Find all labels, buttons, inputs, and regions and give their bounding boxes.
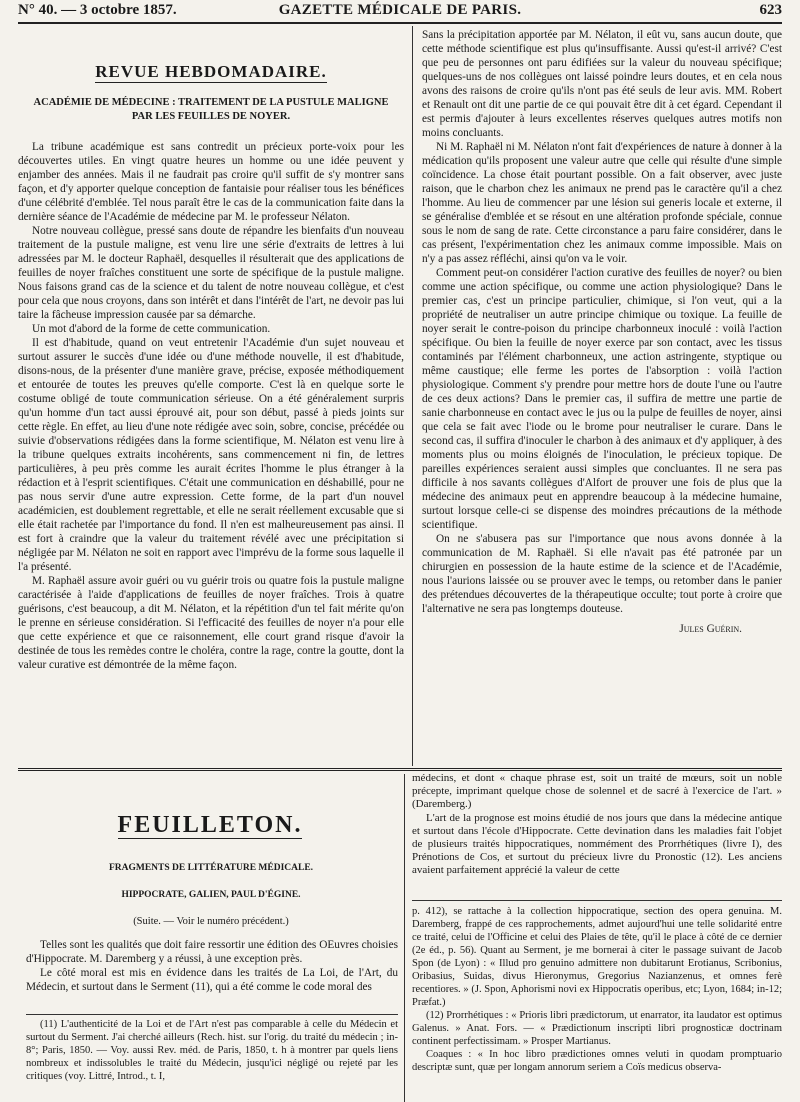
issue-number-date: N° 40. — 3 octobre 1857. — [18, 2, 177, 18]
paragraph: On ne s'abusera pas sur l'importance que nous avons donnée à la communication de M. Raphaël. Si elle n'avait pas été patronée par un chirurgien en possession de la haute estime de la science et de l'Académie, nous l'aurions laissée ou se prouver avec le temps, ou retomber dans le panier des prétendues découvertes de la thérapeutique occulte; tout porte à croire que l'alternative ne sera pas longtemps douteuse. — [422, 533, 782, 615]
footnote-text: Coaques : « In hoc libro prædictiones omnes veluti in quodam promptuario descriptæ sunt, quæ per longam annorum seriem a Coïs medicus observa- — [412, 1049, 782, 1073]
footnote-rule — [412, 900, 782, 901]
page-number: 623 — [759, 2, 782, 18]
footnote-text: (11) L'authenticité de la Loi et de l'Art n'est pas comparable à celle du Médecin et surtout du Serment. J'ai cherché ailleurs (Rech. hist. sur l'orig. du traité du médecin ; in-8°; Paris, 1850. — Voy. aussi Rev. méd. de Paris, 1850, t. h à montrer par quels liens nombreux et indissolubles le traité du Médecin, jusqu'ici négligé ou rejeté par les critiques (voy. Littré, Introd., t. I, — [26, 1019, 398, 1082]
article-heading: ACADÉMIE DE MÉDECINE : TRAITEMENT DE LA PUSTULE MALIGNE PAR LES FEUILLES DE NOYER. — [33, 97, 389, 122]
paragraph: médecins, et dont « chaque phrase est, soit un traité de mœurs, soit un noble précepte, imprimant quelque chose de solennel et de sacré à l'exercice de l'art. » (Daremberg.) — [412, 772, 782, 811]
footnote-text: (12) Prorrhétiques : « Prioris libri prædictorum, ut enarrator, ita laudator est optimus Galenus. » Anat. Fors. — « Prædictionum inscripti libri prognosticæ doctrinam continent perfectissimam. » Prosper Martianus. — [412, 1010, 782, 1047]
paragraph: Un mot d'abord de la forme de cette communication. — [32, 323, 271, 335]
paragraph: Ni M. Raphaël ni M. Nélaton n'ont fait d'expériences de nature à donner à la médication qu'ils proposent une valeur autre que celle qui résulte d'une simple coïncidence. La chose était pourtant possible. On a fait observer, avec juste raison, que le charbon chez les animaux ne prend pas le caractère qu'il a chez l'homme. Au lieu de commencer par une lésion sui generis locale et externe, il se généralise d'emblée et se résout en une altération profonde spéciale, connue sous le nom de sang de rate. Cette circonstance a paru faire considérer, dans le cas présent, l'expérimentation chez les animaux comme impossible. Mais on n'y a pas assez réfléchi, ainsi qu'on va le voir. — [422, 141, 782, 265]
section-title: REVUE HEBDOMADAIRE. — [95, 62, 327, 81]
paragraph: L'art de la prognose est moins étudié de nos jours que dans la médecine antique et surtout dans l'école d'Hippocrate. Cette devination dans les maladies fait l'objet de plusieurs traités hippocratiques, nommément des Prorrhétiques (livre I), des Prénotions de Cos, et surtout du précieux livre du Pronostic (12). Les anciens avaient parfaitement apprécié la valeur de cette — [412, 811, 782, 877]
paragraph: Sans la précipitation apportée par M. Nélaton, il eût vu, sans aucun doute, que cette méthode scientifique est plus qu'insuffisante. Aussi qu'est-il arrivé? C'est que peu de personnes ont paru édifiées sur la valeur du nouveau spécifique; quelques-uns de nos collègues ont laissé poindre leurs doutes, et en cela nous avons des raisons de croire qu'ils n'ont pas été seuls de leur avis. MM. Robert et Renault ont dit une partie de ce qui pouvait être dit à cet égard. Cependant il est permis d'ajouter à leurs excellentes réserves quelques autres motifs non moins concluants. — [422, 29, 782, 139]
page-header — [18, 2, 782, 22]
footnote — [26, 1018, 398, 1102]
journal-title: GAZETTE MÉDICALE DE PARIS. — [278, 2, 522, 18]
section-divider — [18, 768, 782, 771]
left-column-article — [18, 140, 404, 762]
feuilleton-column-divider — [404, 774, 405, 1102]
feuilleton-right-column — [412, 772, 782, 896]
column-divider — [412, 26, 413, 766]
footnote-continued — [412, 905, 782, 1102]
right-column-article — [422, 28, 782, 758]
paragraph: Telles sont les qualités que doit faire ressortir une édition des OEuvres choisies d'Hippocrate. M. Daremberg y a réussi, à une exception près. — [26, 939, 398, 965]
feuilleton-subtitle: FRAGMENTS DE LITTÉRATURE MÉDICALE. — [108, 863, 314, 873]
feuilleton-left-column — [26, 938, 398, 1008]
paragraph: M. Raphaël assure avoir guéri ou vu guérir trois ou quatre fois la pustule maligne caractérisée à l'aide d'applications de feuilles de noyer fraîches. Trois à quatre guérisons, c'est beaucoup, a dit M. Nélaton, et la répétition d'un tel fait mérite qu'on le prenne en sérieuse considération. Si l'efficacité des feuilles de noyer n'a pour elle que cette expérience et que ce raisonnement, elle court grand risque d'avoir la destinée de tous les remèdes contre le choléra, contre la rage, contre la goutte, dont la valeur curative est démontrée de la même façon. — [18, 575, 404, 671]
paragraph: Notre nouveau collègue, pressé sans doute de répandre les bienfaits d'un nouveau traitement de la pustule maligne, est venu lire une série d'extraits de lettres à lui adressées par M. le docteur Raphaël, desquelles il résulterait que des applications de feuilles de noyer fraîches constituent une sorte de spécifique de la pustule maligne. Nous faisons grand cas de la science et du talent de notre nouveau collègue, et c'est pour cela que nous croyons, dans son intérêt et dans l'intérêt de l'art, ne devoir pas lui taire la fâcheuse impression causée par sa démarche. — [18, 225, 404, 321]
feuilleton-title: FEUILLETON. — [117, 812, 303, 838]
footnote-rule — [26, 1014, 398, 1015]
author-signature: Jules Guérin. — [679, 623, 742, 635]
paragraph: La tribune académique est sans contredit un précieux porte-voix pour les découvertes utiles. En vingt quatre heures un homme ou une idée peuvent y enjamber des années. Mais il ne faudrait pas croire qu'il suffit de s'y montrer sans façon, et d'y apporter quelque conception de fantaisie pour réaliser tous les bénéfices d'une célébrité d'emblée. Tel nous paraît être le cas de la communication faite dans la dernière séance de l'Académie de médecine par M. le professeur Nélaton. — [18, 141, 404, 223]
paragraph: Le côté moral est mis en évidence dans les traités de La Loi, de l'Art, du Médecin, et surtout dans le Serment (11), qui a été comme le code moral des — [26, 967, 398, 993]
header-rule — [18, 22, 782, 24]
footnote-text: p. 412), se rattache à la collection hippocratique, section des opera genuina. M. Daremberg, frappé de ces rapprochements, admet aujourd'hui une telle solidarité entre ce traité, celui de l'Officine et celui des Plaies de tête, qu'il le place à côté de ce dernier (2e éd., p. 56). Quant au Serment, je me bornerai à citer le passage suivant de Jacob Spon (de Lyon) : « Illud pro genuino admittere non dubitarunt Erotianus, Scribonius, Oribasius, Suidas, divus Hieronymus, Gregorius Nazianzenus, et omnes ferè recentiores. » (J. Spon, Aphorismi novi ex Hippocratis operibus, etc; Lyon, 1684; in-12; Præfat.) — [412, 906, 782, 1008]
feuilleton-authors: HIPPOCRATE, GALIEN, PAUL D'ÉGINE. — [121, 890, 301, 900]
paragraph: Comment peut-on considérer l'action curative des feuilles de noyer? ou bien comme une action spécifique, ou comme une action physiologique? Dans le premier cas, c'est un principe particulier, chimique, si l'on veut, qui a la propriété de neutraliser un autre principe chimique ou toxique. La feuille de noyer serait le contre-poison du principe charbonneux inoculé : voilà l'action spécifique. Ou bien la feuille de noyer exerce par son contact, avec les tissus contaminés par l'élément charbonneux, une action astringente, styptique ou même caustique; elle ferme les portes de l'absorption : voilà l'action physiologique. Comment s'y prendre pour mettre hors de doute l'une ou l'autre de ces deux actions? Dans le premier cas, il suffira de mettre une partie de sanie charbonneuse en contact avec le jus ou la pulpe de feuilles de noyer, ainsi que cela se fait avec l'iode ou le brome pour neutraliser le curare. Dans le second cas, il suffira d'inoculer le charbon à des animaux et d'y appliquer, à des moments plus ou moins éloignés de l'inoculation, le précieux topique. De pareilles expériences seraient aussi simples que concluantes. Il ne sera pas difficile à nos savants collègues d'Alfort de prouver une fois de plus que la médecine des animaux peut en apprendre beaucoup à la médecine humaine, surtout lorsque celle-ci se dispense des moindres précautions de la méthode scientifique. — [422, 267, 782, 531]
continuation-note: (Suite. — Voir le numéro précédent.) — [133, 916, 289, 927]
paragraph: Il est d'habitude, quand on veut entretenir l'Académie d'un sujet nouveau et surtout assurer le succès d'une idée ou d'une méthode nouvelle, il est d'habitude, disons-nous, de la présenter d'une manière grave, précise, exposée méthodiquement et entourée de toutes les preuves qu'elle comporte. C'est là en quelque sorte le costume obligé de toute communication sérieuse. On a été généralement surpris qu'un homme d'un tact aussi éprouvé ait, pour son début, passé à pieds joints sur cette règle. En effet, au lieu d'une note rédigée avec soin, sobre, concise, précédée ou suivie d'observations rédigées dans la forme scientifique, M. Nélaton est venu lire à la tribune quelques extraits incohérents, sans commencement ni fin, de lettres particulières, à peu près comme les aurait écrites l'homme le plus étranger à la rédaction et à l'esprit scientifiques. C'était une communication en déshabillé, pour ne pas nous servir d'une autre expression. Cette forme, de la part d'un nouvel académicien, est doublement regrettable, et elle ne serait réellement excusable que si elle était rachetée par l'importance du fond. Il n'en est malheureusement pas ainsi. Il est fort à craindre que la valeur du traitement révélé avec une précipitation si négligée par M. Nélaton ne soit en rapport avec l'imprévu de la forme sous laquelle il l'a présenté. — [18, 337, 404, 573]
